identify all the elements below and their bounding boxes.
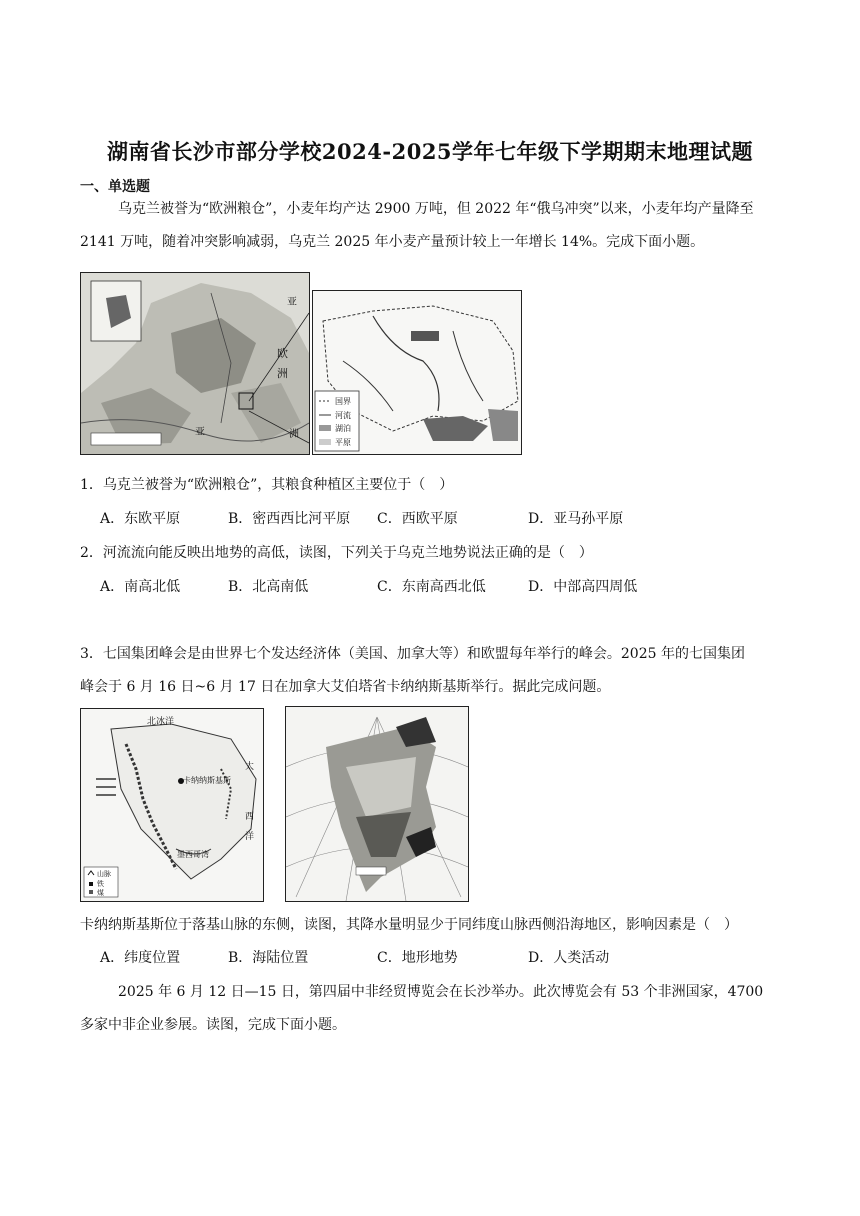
- page-title: 湖南省长沙市部分学校2024-2025学年七年级下学期期末地理试题: [106, 139, 754, 164]
- question-2-options: [100, 576, 780, 596]
- label-africa-2: 洲: [289, 429, 299, 440]
- legend-plain: 平原: [335, 438, 351, 447]
- legend-river: 河流: [335, 411, 351, 420]
- intro-paragraph-1: [80, 193, 780, 259]
- label-ocean-2: 西: [245, 812, 255, 822]
- question-3-options: [100, 947, 780, 967]
- q1-option-a[interactable]: A．东欧平原: [100, 511, 181, 527]
- q3-option-d[interactable]: D．人类活动: [528, 950, 610, 966]
- label-gulf-of-mexico: 墨西哥湾: [177, 850, 209, 859]
- north-america-terrain-map: [80, 708, 264, 902]
- europe-ukraine-map: [80, 272, 522, 455]
- legend-coal: 煤: [97, 889, 104, 897]
- label-ocean-3: 洋: [245, 832, 255, 842]
- north-america-climate-map: [285, 706, 469, 902]
- legend-iron: 铁: [97, 880, 104, 888]
- q3-option-b[interactable]: B．海陆位置: [228, 950, 309, 966]
- climate-zones-graphic: [286, 707, 468, 901]
- question-1: 1．乌克兰被誉为“欧洲粮仓”，其粮食种植区主要位于（ ）: [80, 477, 454, 493]
- q2-option-c[interactable]: C．东南高西北低: [377, 579, 486, 595]
- north-america-maps: [80, 706, 468, 902]
- q2-option-d[interactable]: D．中部高四周低: [528, 579, 638, 595]
- label-arctic-ocean: 北冰洋: [147, 717, 175, 727]
- intro-paragraph-2: [80, 976, 780, 1042]
- intro-line-2: 2141 万吨，随着冲突影响减弱，乌克兰 2025 年小麦产量预计较上一年增长 14%。完成下面小题。: [80, 234, 705, 250]
- question-1-options: [100, 508, 780, 528]
- label-africa-1: 亚: [195, 427, 205, 438]
- q3-option-c[interactable]: C．地形地势: [377, 950, 458, 966]
- q2-option-b[interactable]: B．北高南低: [228, 579, 309, 595]
- legend-lake: 湖泊: [335, 424, 351, 433]
- intro-line-1: 乌克兰被誉为“欧洲粮仓”，小麦年均产达 2900 万吨，但 2022 年“俄乌冲突”以来，小麦年均产量降至: [118, 201, 754, 217]
- q2-option-a[interactable]: A．南高北低: [100, 579, 181, 595]
- label-continent: 洲: [277, 367, 288, 380]
- label-asia: 亚: [287, 297, 297, 308]
- q1-option-b[interactable]: B．密西西比河平原: [228, 511, 351, 527]
- label-ocean-1: 太: [245, 762, 255, 772]
- ukraine-detail-map: [312, 290, 522, 455]
- label-europe: 欧: [277, 347, 288, 360]
- label-kananaskis: 卡纳纳斯基斯: [183, 776, 231, 785]
- question-3-stem: 卡纳纳斯基斯位于落基山脉的东侧，读图，其降水量明显少于同纬度山脉西侧沿海地区，影响因素是（ ）: [80, 917, 738, 933]
- intro2-line-1: 2025 年 6 月 12 日—15 日，第四届中非经贸博览会在长沙举办。此次博览会有 53 个非洲国家，4700: [118, 984, 764, 1000]
- legend-mountain: 山脉: [97, 870, 111, 878]
- q3-line-1: 3．七国集团峰会是由世界七个发达经济体（美国、加拿大等）和欧盟每年举行的峰会。2025 年的七国集团: [80, 646, 745, 662]
- question-2: 2．河流流向能反映出地势的高低，读图，下列关于乌克兰地势说法正确的是（ ）: [80, 545, 593, 561]
- q1-option-c[interactable]: C．西欧平原: [377, 511, 458, 527]
- question-3-intro: [80, 638, 780, 704]
- legend-border: 国界: [335, 397, 351, 406]
- q1-option-d[interactable]: D．亚马孙平原: [528, 511, 624, 527]
- intro2-line-2: 多家中非企业参展。读图，完成下面小题。: [80, 1017, 346, 1033]
- europe-overview-map: [80, 272, 310, 455]
- q3-line-2: 峰会于 6 月 16 日~6 月 17 日在加拿大艾伯塔省卡纳纳斯基斯举行。据此完成问题。: [80, 679, 611, 695]
- q3-option-a[interactable]: A．纬度位置: [100, 950, 181, 966]
- section-heading: 一、单选题: [80, 179, 150, 195]
